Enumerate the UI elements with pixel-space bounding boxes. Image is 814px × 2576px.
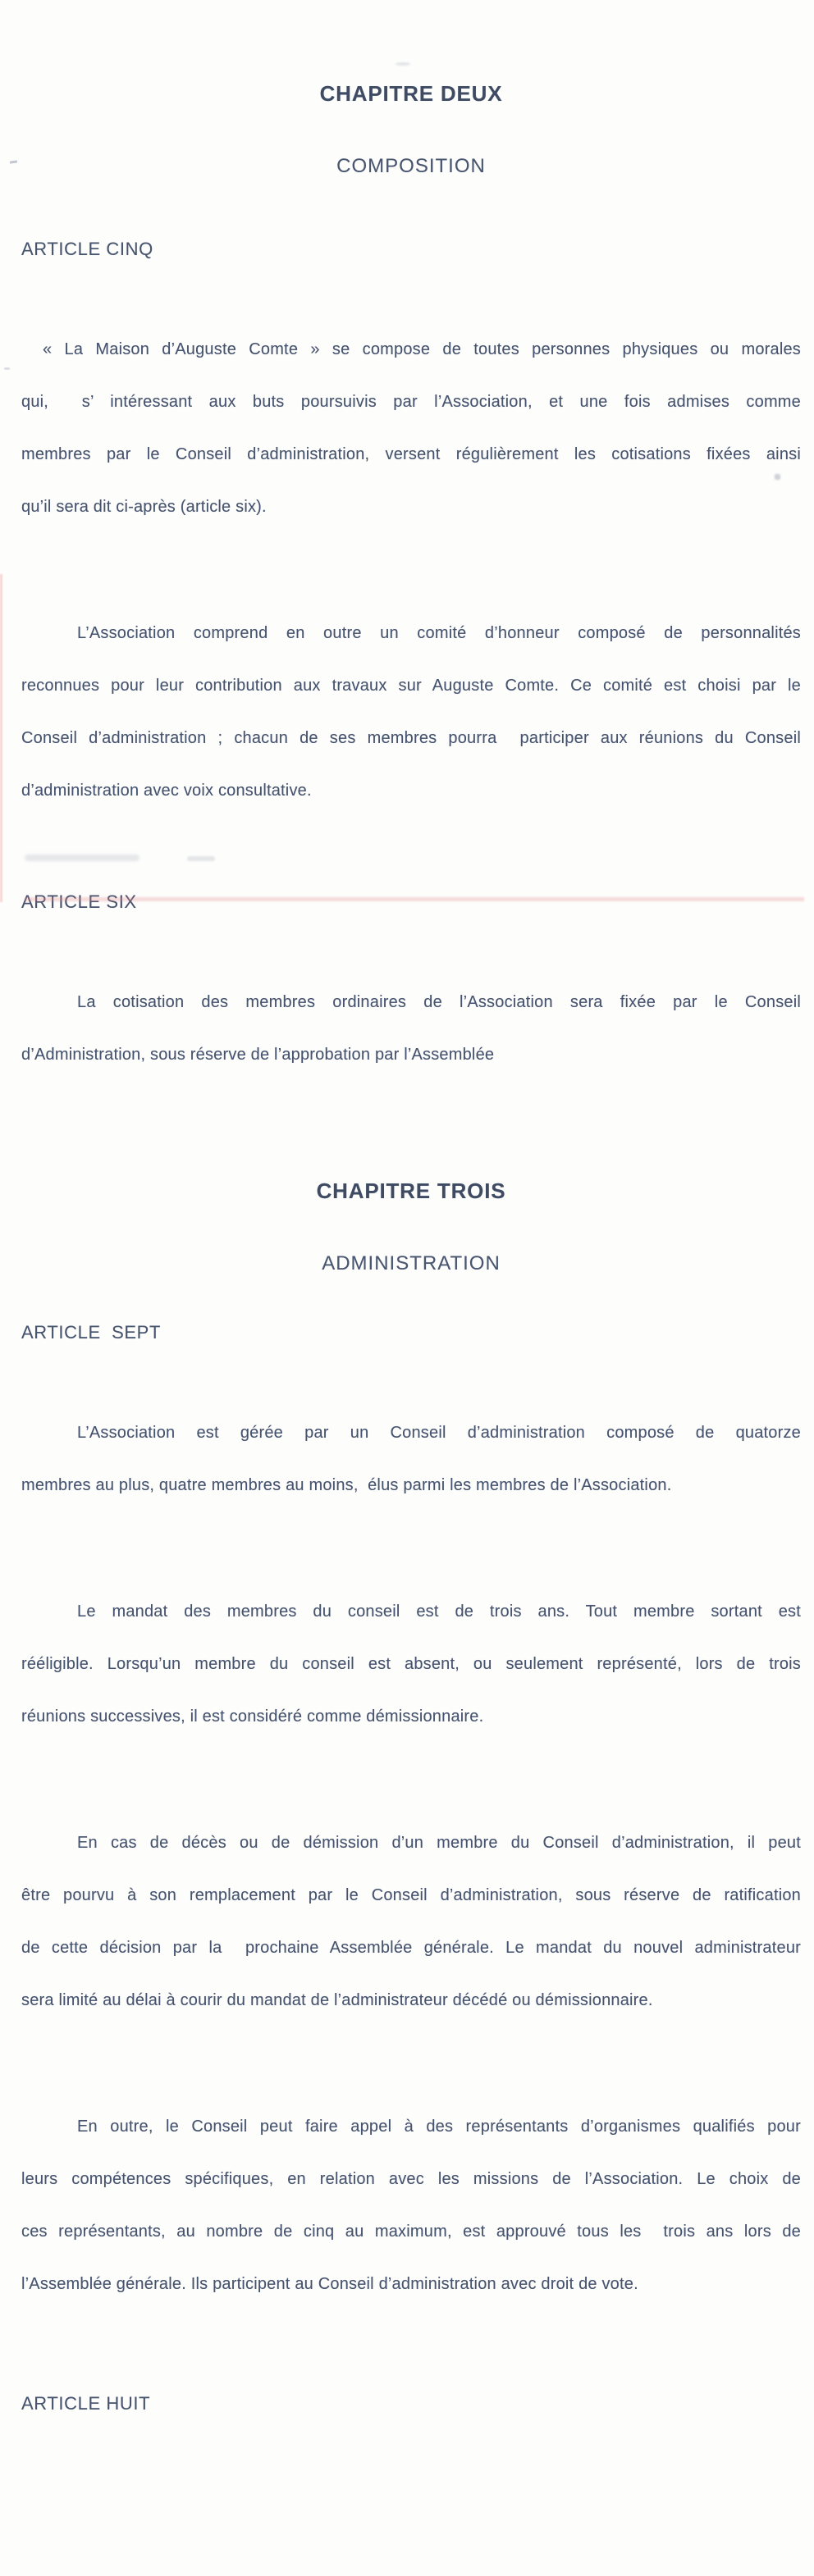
article-cinq-paragraph-2: [21, 592, 801, 832]
article-six-paragraph-1: [21, 961, 801, 1096]
doc-line: La cotisation des membres ordinaires de l’Association sera fixée par le Conseil: [77, 993, 801, 1011]
doc-line: ces représentants, au nombre de cinq au maximum, est approuvé tous les trois ans lors de: [21, 2223, 801, 2241]
scan-artifact-dash: [10, 160, 17, 163]
scan-artifact-smudge: [187, 856, 215, 861]
chapter-three-subtitle: ADMINISTRATION: [322, 1252, 501, 1274]
article-sept-heading: ARTICLE SEPT: [21, 1322, 161, 1343]
doc-line: « La Maison d’Auguste Comte » se compose de toutes personnes physiques ou morales: [43, 340, 801, 358]
doc-line: reconnues pour leur contribution aux travaux sur Auguste Comte. Ce comité est choisi par le: [21, 677, 801, 695]
chapter-three-title: CHAPITRE TROIS: [316, 1179, 506, 1203]
doc-line: qu’il sera dit ci-après (article six).: [21, 498, 267, 516]
scan-artifact-smudge: [25, 855, 139, 861]
doc-line: L’Association comprend en outre un comité d’honneur composé de personnalités: [77, 624, 801, 642]
article-cinq-paragraph-1: [21, 308, 801, 548]
chapter-two-subtitle: COMPOSITION: [336, 155, 486, 177]
doc-line: réunions successives, il est considéré comme démissionnaire.: [21, 1707, 484, 1726]
doc-line: membres au plus, quatre membres au moins, élus parmi les membres de l’Association.: [21, 1476, 672, 1494]
doc-line: l’Assemblée générale. Ils participent au Conseil d’administration avec droit de vote.: [21, 2275, 638, 2293]
doc-line: membres par le Conseil d’administration, versent régulièrement les cotisations fixées ainsi: [21, 445, 801, 463]
article-sept-paragraph-1: [21, 1392, 801, 1526]
doc-line: qui, s’ intéressant aux buts poursuivis par l’Association, et une fois admises comme: [21, 393, 801, 411]
doc-line: être pourvu à son remplacement par le Conseil d’administration, sous réserve de ratification: [21, 1886, 801, 1904]
doc-line: Conseil d’administration ; chacun de ses membres pourra participer aux réunions du Conseil: [21, 729, 801, 747]
doc-line: rééligible. Lorsqu’un membre du conseil est absent, ou seulement représenté, lors de trois: [21, 1655, 801, 1673]
doc-line: sera limité au délai à courir du mandat de l’administrateur décédé ou démissionnaire.: [21, 1991, 653, 2009]
doc-line: d’administration avec voix consultative.: [21, 782, 312, 800]
doc-line: Le mandat des membres du conseil est de trois ans. Tout membre sortant est: [77, 1603, 801, 1621]
doc-line: de cette décision par la prochaine Assemblée générale. Le mandat du nouvel administrateur: [21, 1939, 801, 1957]
scan-artifact-dash: [4, 367, 10, 370]
doc-line: En cas de décès ou de démission d’un membre du Conseil d’administration, il peut: [77, 1834, 801, 1852]
article-sept-paragraph-4: [21, 2086, 801, 2325]
doc-line: leurs compétences spécifiques, en relation avec les missions de l’Association. Le choix de: [21, 2170, 801, 2188]
doc-line: En outre, le Conseil peut faire appel à des représentants d’organismes qualifiés pour: [77, 2118, 801, 2136]
article-sept-paragraph-3: [21, 1802, 801, 2041]
doc-line: d’Administration, sous réserve de l’approbation par l’Assemblée: [21, 1046, 495, 1064]
article-sept-paragraph-2: [21, 1571, 801, 1758]
doc-line: L’Association est gérée par un Conseil d’administration composé de quatorze: [77, 1424, 801, 1442]
chapter-two-title: CHAPITRE DEUX: [319, 81, 503, 106]
article-six-heading: ARTICLE SIX: [21, 891, 137, 912]
scan-artifact-left-edge: [0, 574, 2, 902]
article-huit-heading: ARTICLE HUIT: [21, 2393, 151, 2414]
article-cinq-heading: ARTICLE CINQ: [21, 239, 153, 259]
